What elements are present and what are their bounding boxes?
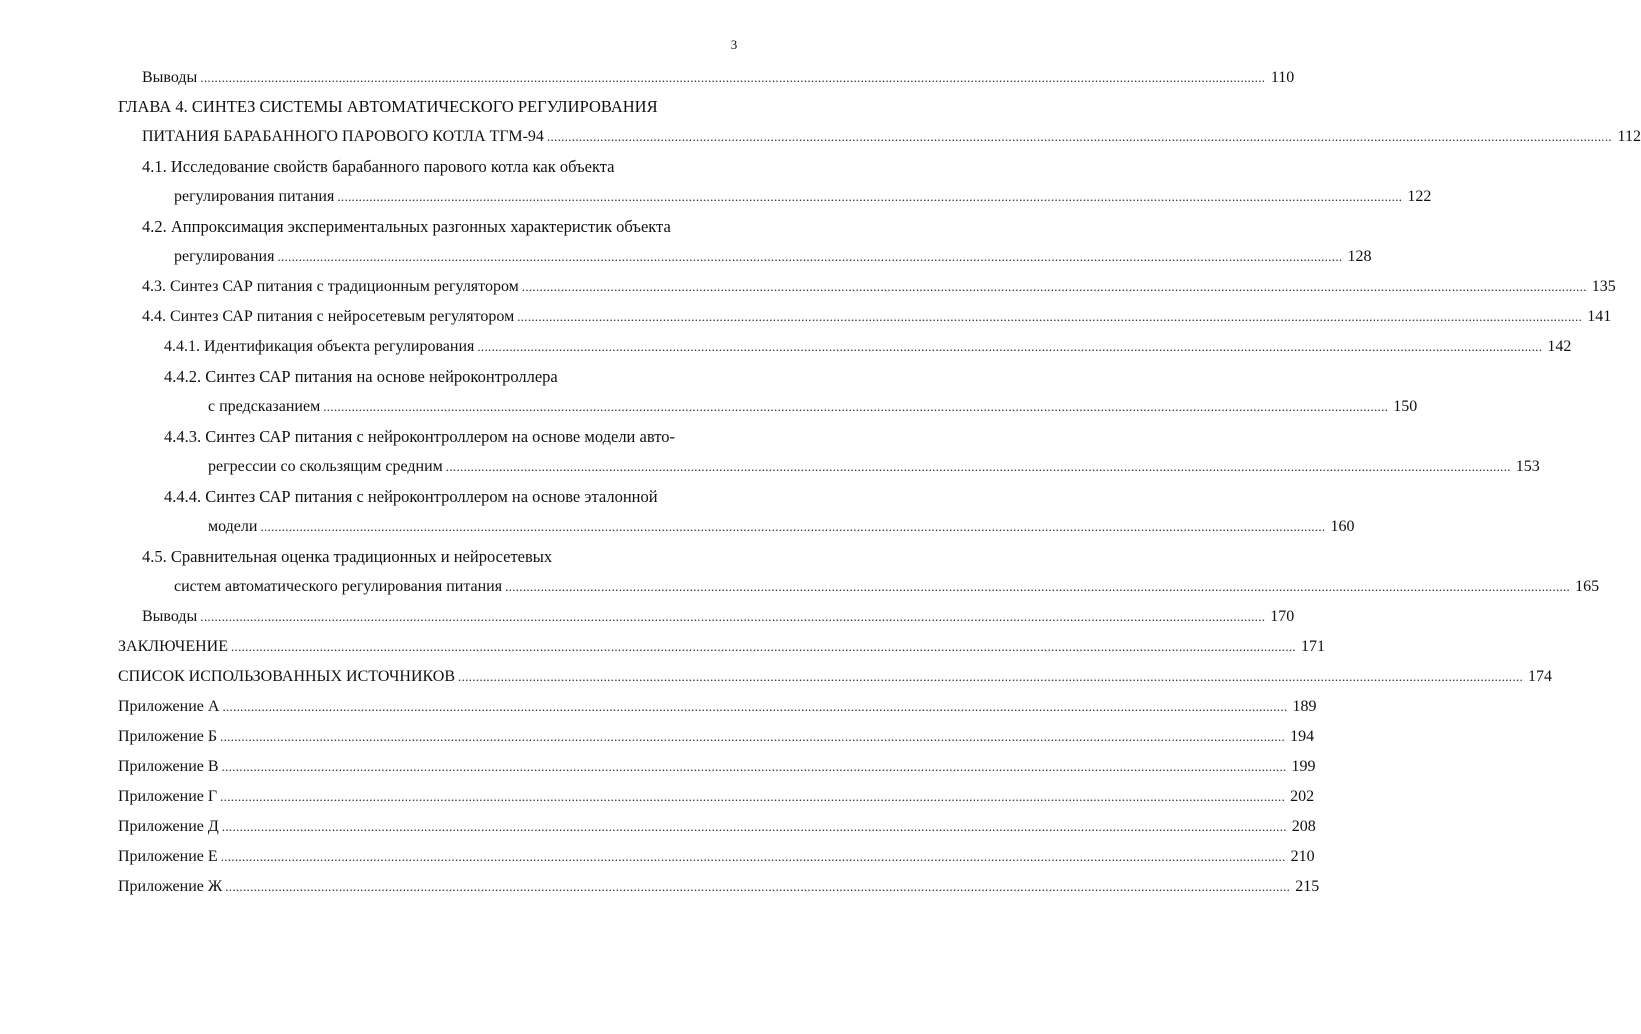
toc-entry-vyvody-1[interactable]	[142, 69, 1295, 87]
toc-title: 4.3. Синтез САР питания с традиционным регулятором	[142, 278, 519, 295]
toc-entry-zaklyuchenie[interactable]	[118, 638, 1325, 656]
toc-entry-pril-e[interactable]	[118, 848, 1315, 866]
toc-page-number: 153	[1515, 458, 1540, 475]
toc-heading-line: 4.4.4. Синтез САР питания с нейроконтроллером на основе эталонной	[164, 487, 658, 506]
toc-title: Приложение Е	[118, 848, 218, 865]
toc-entry-sec-4-2[interactable]	[174, 248, 1372, 266]
toc-entry-sec-4-1[interactable]	[174, 188, 1432, 206]
toc-heading-line: ГЛАВА 4. СИНТЕЗ СИСТЕМЫ АВТОМАТИЧЕСКОГО РЕГУЛИРОВАНИЯ	[118, 97, 658, 116]
page-number: 3	[730, 37, 738, 52]
toc-leader: ............................................................................................................................................................................................................................................................................................................	[546, 129, 1612, 144]
toc-leader: ............................................................................................................................................................................................................................................................................................................	[221, 819, 1287, 834]
toc-page-number: 202	[1290, 788, 1315, 805]
toc-entry-pril-a[interactable]	[118, 698, 1317, 716]
toc-leader: ............................................................................................................................................................................................................................................................................................................	[277, 249, 1343, 264]
toc-leader: ............................................................................................................................................................................................................................................................................................................	[521, 279, 1587, 294]
toc-title: с предсказанием	[208, 398, 321, 415]
toc-page-number: 135	[1591, 278, 1616, 295]
toc-page-number: 128	[1347, 248, 1372, 265]
toc-title: Выводы	[142, 608, 198, 625]
toc-title: ЗАКЛЮЧЕНИЕ	[118, 638, 228, 655]
toc-page-number: 174	[1528, 668, 1553, 685]
toc-page-number: 165	[1575, 578, 1600, 595]
toc-page-number: 122	[1407, 188, 1432, 205]
toc-leader: ............................................................................................................................................................................................................................................................................................................	[222, 699, 1288, 714]
toc-entry-sec-4-4-4[interactable]	[208, 518, 1355, 536]
toc-title: систем автоматического регулирования питания	[174, 578, 503, 595]
toc-heading-line: 4.5. Сравнительная оценка традиционных и нейросетевых	[142, 547, 553, 566]
toc-page-number: 170	[1270, 608, 1295, 625]
toc-page-number: 112	[1617, 128, 1641, 145]
toc-page-number: 189	[1292, 698, 1317, 715]
toc-title: ПИТАНИЯ БАРАБАННОГО ПАРОВОГО КОТЛА ТГМ-94	[142, 128, 544, 145]
toc-title: Приложение Г	[118, 788, 218, 805]
toc-entry-spisok[interactable]	[118, 668, 1553, 686]
toc-entry-pril-b[interactable]	[118, 728, 1315, 746]
toc-title: 4.4. Синтез САР питания с нейросетевым регулятором	[142, 308, 515, 325]
toc-title: регулирования питания	[174, 188, 335, 205]
toc-heading-line: 4.4.3. Синтез САР питания с нейроконтроллером на основе модели авто-	[164, 427, 675, 446]
toc-heading-line: 4.1. Исследование свойств барабанного парового котла как объекта	[142, 157, 615, 176]
toc-entry-sec-4-4[interactable]	[142, 308, 1612, 326]
toc-title: Приложение Ж	[118, 878, 223, 895]
toc-title: Приложение Д	[118, 818, 219, 835]
toc-leader: ............................................................................................................................................................................................................................................................................................................	[200, 609, 1266, 624]
toc-entry-sec-4-4-1[interactable]	[164, 338, 1572, 356]
toc-leader: ............................................................................................................................................................................................................................................................................................................	[220, 849, 1286, 864]
toc-entry-vyvody-2[interactable]	[142, 608, 1295, 626]
toc-leader: ............................................................................................................................................................................................................................................................................................................	[230, 639, 1296, 654]
toc-leader: ............................................................................................................................................................................................................................................................................................................	[337, 189, 1403, 204]
toc-page-number: 110	[1270, 69, 1295, 86]
toc-title: Приложение А	[118, 698, 220, 715]
toc-page-number: 199	[1291, 758, 1316, 775]
toc-title: 4.4.1. Идентификация объекта регулирования	[164, 338, 475, 355]
toc-page-number: 142	[1547, 338, 1572, 355]
toc-leader: ............................................................................................................................................................................................................................................................................................................	[323, 399, 1389, 414]
toc-leader: ............................................................................................................................................................................................................................................................................................................	[477, 339, 1543, 354]
toc-leader: ............................................................................................................................................................................................................................................................................................................	[220, 789, 1286, 804]
toc-leader: ............................................................................................................................................................................................................................................................................................................	[200, 70, 1266, 85]
toc-page-number: 208	[1291, 818, 1316, 835]
toc-leader: ............................................................................................................................................................................................................................................................................................................	[260, 519, 1326, 534]
toc-page-number: 171	[1300, 638, 1325, 655]
toc-leader: ............................................................................................................................................................................................................................................................................................................	[517, 309, 1583, 324]
toc-title: СПИСОК ИСПОЛЬЗОВАННЫХ ИСТОЧНИКОВ	[118, 668, 456, 685]
toc-title: регулирования	[174, 248, 275, 265]
toc-title: регрессии со скользящим средним	[208, 458, 443, 475]
toc-page-number: 210	[1290, 848, 1315, 865]
toc-entry-pril-g[interactable]	[118, 788, 1315, 806]
toc-entry-pril-zh[interactable]	[118, 878, 1320, 896]
toc-title: Приложение Б	[118, 728, 218, 745]
toc-leader: ............................................................................................................................................................................................................................................................................................................	[225, 879, 1291, 894]
toc-leader: ............................................................................................................................................................................................................................................................................................................	[445, 459, 1511, 474]
toc-page-number: 160	[1330, 518, 1355, 535]
toc-entry-sec-4-4-2[interactable]	[208, 398, 1418, 416]
toc-entry-pril-d[interactable]	[118, 818, 1316, 836]
toc-heading-line: 4.4.2. Синтез САР питания на основе нейроконтроллера	[164, 367, 558, 386]
toc-entry-sec-4-5[interactable]	[174, 578, 1600, 596]
toc-heading-line: 4.2. Аппроксимация экспериментальных разгонных характеристик объекта	[142, 217, 671, 236]
toc-leader: ............................................................................................................................................................................................................................................................................................................	[458, 669, 1524, 684]
toc-leader: ............................................................................................................................................................................................................................................................................................................	[505, 579, 1571, 594]
toc-entry-sec-4-3[interactable]	[142, 278, 1616, 296]
toc-title: модели	[208, 518, 258, 535]
toc-page-number: 194	[1290, 728, 1315, 745]
toc-entry-pril-v[interactable]	[118, 758, 1316, 776]
toc-page-number: 215	[1295, 878, 1320, 895]
toc-entry-sec-4-4-3[interactable]	[208, 458, 1540, 476]
toc-leader: ............................................................................................................................................................................................................................................................................................................	[221, 759, 1287, 774]
toc-title: Приложение В	[118, 758, 219, 775]
toc-page-number: 141	[1587, 308, 1612, 325]
toc-page-number: 150	[1393, 398, 1418, 415]
toc-leader: ............................................................................................................................................................................................................................................................................................................	[220, 729, 1286, 744]
toc-entry-glava-4[interactable]	[142, 128, 1641, 146]
toc-title: Выводы	[142, 69, 198, 86]
